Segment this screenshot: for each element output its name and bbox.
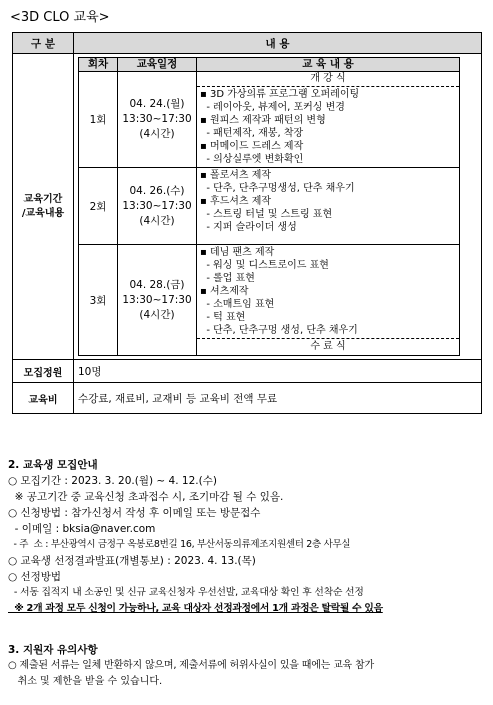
content-line: - 롤업 표현 — [200, 273, 255, 284]
session-time: 13:30~17:30 — [122, 113, 192, 125]
session-time: 13:30~17:30 — [122, 293, 192, 306]
recruitment-section — [8, 457, 488, 617]
content-line: - 단추, 단추구멍 생성, 단추 채우기 — [200, 325, 358, 336]
header-course-content: 교 육 내 용 — [197, 58, 460, 72]
notice-section — [8, 642, 488, 690]
content-line: - 턱 표현 — [200, 312, 246, 323]
session-schedule — [118, 72, 197, 168]
recruit-period: ○ 모집기간 : 2023. 3. 20.(월) ~ 4. 12.(수) — [8, 475, 217, 487]
selection-warning: ※ 2개 과정 모두 신청이 가능하나, 교육 대상자 선정과정에서 1개 과정은 탈락될 수 있음 — [8, 603, 383, 614]
content-line: - 패턴제작, 재봉, 착장 — [200, 128, 304, 139]
label-quota: 모집정원 — [13, 360, 74, 383]
session-date: 04. 24.(월) — [129, 98, 185, 110]
header-content: 내 용 — [74, 33, 482, 54]
result-announcement: ○ 교육생 선정결과발표(개별통보) : 2023. 4. 13.(목) — [8, 555, 256, 567]
session-hours: (4시간) — [139, 308, 175, 321]
notice-line-1: ○ 제출된 서류는 일체 반환하지 않으며, 제출서류에 허위사실이 있을 때에는 교육 참가 — [8, 660, 374, 671]
content-line: ▪ 후드셔츠 제작 — [200, 196, 272, 207]
session-time: 13:30~17:30 — [122, 199, 192, 212]
header-category: 구 분 — [13, 33, 74, 54]
session-content — [197, 168, 460, 245]
session-hours: (4시간) — [139, 128, 175, 140]
label-fee: 교육비 — [13, 383, 74, 414]
session-date: 04. 26.(수) — [129, 184, 185, 197]
section-heading: 2. 교육생 모집안내 — [8, 459, 98, 471]
section-heading: 3. 지원자 유의사항 — [8, 644, 98, 656]
notice-line-2: 취소 및 제한을 받을 수 있습니다. — [8, 676, 163, 687]
session-schedule — [118, 245, 197, 356]
content-line: ▪ 머메이드 드레스 제작 — [200, 141, 304, 152]
session-content — [197, 72, 460, 168]
schedule-cell — [74, 54, 482, 360]
session-row-1 — [79, 72, 460, 168]
apply-method: ○ 신청방법 : 참가신청서 작성 후 이메일 또는 방문접수 — [8, 507, 261, 519]
session-schedule — [118, 168, 197, 245]
content-line: ▪ 데님 팬츠 제작 — [200, 247, 275, 258]
session-hours: (4시간) — [139, 214, 175, 227]
content-line: - 지퍼 슬라이더 생성 — [200, 222, 297, 233]
content-line: ▪ 원피스 제작과 패턴의 변형 — [200, 115, 326, 126]
label-period: 교육기간 /교육내용 — [13, 54, 74, 360]
content-line: - 의상실루엣 변화확인 — [200, 154, 304, 165]
content-line: ▪ 폴로셔츠 제작 — [200, 170, 272, 181]
course-info-table — [12, 32, 482, 414]
schedule-table — [78, 57, 460, 356]
header-schedule: 교육일정 — [118, 58, 197, 72]
quota-value: 10명 — [74, 360, 482, 383]
closing-ceremony: 수 료 식 — [197, 338, 459, 355]
session-row-2 — [79, 168, 460, 245]
content-line: - 워싱 및 디스트로이드 표현 — [200, 260, 329, 271]
session-number: 1회 — [79, 72, 118, 168]
opening-ceremony: 개 강 식 — [197, 72, 459, 87]
content-line: - 단추, 단추구멍생성, 단추 채우기 — [200, 183, 355, 194]
header-session: 회차 — [79, 58, 118, 72]
content-line: - 소매트임 표현 — [200, 299, 275, 310]
early-close-note: ※ 공고기간 중 교육신청 초과접수 시, 조기마감 될 수 있음. — [8, 491, 284, 503]
selection-criteria: - 서동 집적지 내 소공인 및 신규 교육신청자 우선선발, 교육대상 확인 후 선착순 선정 — [8, 587, 364, 598]
content-line: ▪ 셔츠제작 — [200, 286, 249, 297]
page-title: <3D CLO 교육> — [10, 10, 110, 25]
apply-email: - 이메일 : bksia@naver.com — [8, 523, 156, 535]
session-date: 04. 28.(금) — [129, 278, 185, 291]
selection-method: ○ 선정방법 — [8, 571, 62, 583]
fee-value: 수강료, 재료비, 교재비 등 교육비 전액 무료 — [74, 383, 482, 414]
apply-address: - 주 소 : 부산광역시 금정구 옥봉로8번길 16, 부산서동의류제조지원센터 2층 사무실 — [8, 539, 351, 550]
session-content — [197, 245, 460, 356]
session-number: 2회 — [79, 168, 118, 245]
content-line: ▪ 3D 가상의류 프로그램 오퍼레이팅 — [200, 89, 360, 100]
content-line: - 스트링 터널 및 스트링 표현 — [200, 209, 333, 220]
session-row-3 — [79, 245, 460, 356]
content-line: - 레이아웃, 뷰제어, 포커싱 변경 — [200, 102, 345, 113]
session-number: 3회 — [79, 245, 118, 356]
